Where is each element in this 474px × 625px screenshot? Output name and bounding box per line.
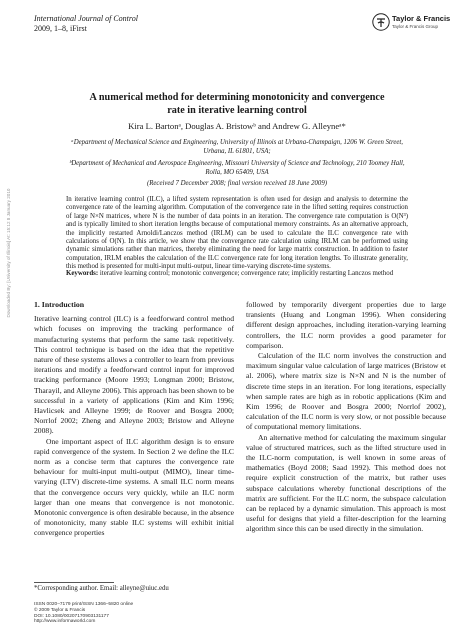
taylor-francis-logo-icon [372, 13, 390, 31]
intro-paragraph-5: An alternative method for calculating the maximum singular value of structured matrices, such as the lifted structure used in the ILC-norm computation, is well known in some areas of mathematics (Boyd 2008; Saad 1992). This method does not require explicit construction of the matrix, but rather uses subspace calculations whereby functional descriptions of the matrix are sufficient. For the ILC norm, the subspace calculation can be replaced by a dynamic simulation. This approach is most useful for designs that yield a filter-description for the learning algorithm since this can be used directly in the simulation. [246, 432, 446, 534]
right-column [246, 300, 446, 535]
corresponding-author: *Corresponding author. Email: alleyne@uiuc.edu [34, 585, 169, 592]
left-column [34, 300, 234, 539]
intro-paragraph-1: Iterative learning control (ILC) is a feedforward control method which focuses on improving the tracking performance of manufacturing systems that perform the same task repetitively. This control technique is based on the idea that the repetitive nature of these systems allows a controller to learn from previous iterations and modify a feedforward control input for improved tracking performance (Moore 1993; Longman 2000; Bristow, Tharayil, and Alleyne 2006). This approach has been shown to be successful in a variety of applications (Kim and Kim 1996; Havlicsek and Alleyne 1999; de Roover and Bosgra 2000; Norrlof 2002; Zheng and Alleyne 2003; Bristow and Alleyne 2008). [34, 314, 234, 436]
download-watermark: Downloaded By: [University of Illinois] At: 15:12 8 January 2010 [6, 188, 11, 318]
author-list: Kira L. Bartonᵃ, Douglas A. Bristowᵇ and Andrew G. Alleyneᵃ* [128, 121, 346, 131]
article-title [60, 92, 414, 117]
affiliation-b [40, 160, 434, 177]
affiliation-b-line-1: ᵇDepartment of Mechanical and Aerospace Engineering, Missouri University of Science and Technology, 210 Toomey Hall, [69, 160, 405, 167]
affiliation-b-line-2: Rolla, MO 65409, USA [205, 168, 269, 176]
publisher-name: Taylor & Francis [392, 14, 451, 23]
keywords-label: Keywords: [66, 270, 99, 277]
copyright: © 2009 Taylor & Francis [34, 607, 86, 613]
affiliation-a [40, 139, 434, 156]
journal-issue: 2009, 1–8, iFirst [34, 24, 87, 33]
publisher-url[interactable]: http://www.informaworld.com [34, 619, 96, 625]
journal-header [34, 14, 138, 34]
intro-paragraph-2: One important aspect of ILC algorithm design is to ensure rapid convergence of the system. In Section 2 we define the ILC norm as a concise term that captures the convergence rate behaviour for multi-input multi-output (MIMO), linear time-varying (LTV) discrete-time systems. A small ILC norm means that the convergence occurs very quickly, while an ILC norm larger than one means that convergence is not monotonic. Monotonic convergence is often desirable because, in the absence of monotonicity, many stable ILC systems will exhibit initial convergence properties [34, 436, 234, 538]
title-line-1: A numerical method for determining monotonicity and convergence [89, 92, 385, 103]
title-line-2: rate in iterative learning control [167, 104, 307, 116]
journal-name: International Journal of Control [34, 14, 138, 23]
doi: DOI: 10.1080/00207170903131177 [34, 613, 109, 619]
keywords [66, 270, 408, 278]
issn: ISSN 0020–7179 print/ISSN 1366–5820 online [34, 602, 134, 607]
received-dates: (Received 7 December 2008; final version received 18 June 2009) [147, 180, 327, 187]
footnote-divider [34, 582, 114, 583]
publisher-logo [372, 12, 452, 34]
intro-paragraph-3: followed by temporarily divergent properties due to large transients (Huang and Longman 1996). When considering different design approaches, including iteration-varying learning controllers, the ILC norm provides a good parameter for comparison. [246, 300, 446, 350]
publication-info [34, 602, 133, 625]
affiliation-a-line-1: ᵃDepartment of Mechanical Science and Engineering, University of Illinois at Urbana-Champaign, 1206 W. Green Street, [71, 139, 403, 146]
publisher-subtitle: Taylor & Francis Group [392, 24, 439, 29]
affiliation-a-line-2: Urbana, IL 61801, USA; [203, 147, 271, 155]
keywords-text: iterative learning control; monotonic convergence; convergence rate; implicitly restarting Lanczos method [99, 270, 394, 277]
intro-paragraph-4: Calculation of the ILC norm involves the construction and maximum singular value calculation of large matrices (Bristow et al. 2006), where matrix size is N×N and N is the number of discrete time steps in an iteration. For long iterations, especially when sample rates are high as in robotic applications (Kim and Kim 1996; de Roover and Bosgra 2000; Norrlof 2002), calculation of the ILC norm is very slow, or not possible because of computational memory limitations. [246, 351, 446, 432]
section-heading: 1. Introduction [34, 300, 85, 309]
abstract: In iterative learning control (ILC), a lifted system representation is often used for design and analysis to determine the convergence rate of the learning algorithm. Computation of the convergence rate in the lifted setting requires construction of large N×N matrices, where N is the number of data points in an iteration. The convergence rate computation is O(N³) and is typically limited to short iteration lengths because of computational memory constraints. As an alternative approach, the implicitly restarted Arnoldi/Lanczos method (IRLM) can be used to calculate the ILC convergence rate with calculations of O(N). In this article, we show that the convergence rate calculation using IRLM can be performed using dynamic simulations rather than matrices, thereby eliminating the need for large matrix construction. In addition to faster computation, IRLM enables the calculation of the ILC convergence rate for long iteration lengths. To illustrate generality, this method is presented for multi-input multi-output, linear time-varying discrete-time systems. [66, 196, 408, 271]
